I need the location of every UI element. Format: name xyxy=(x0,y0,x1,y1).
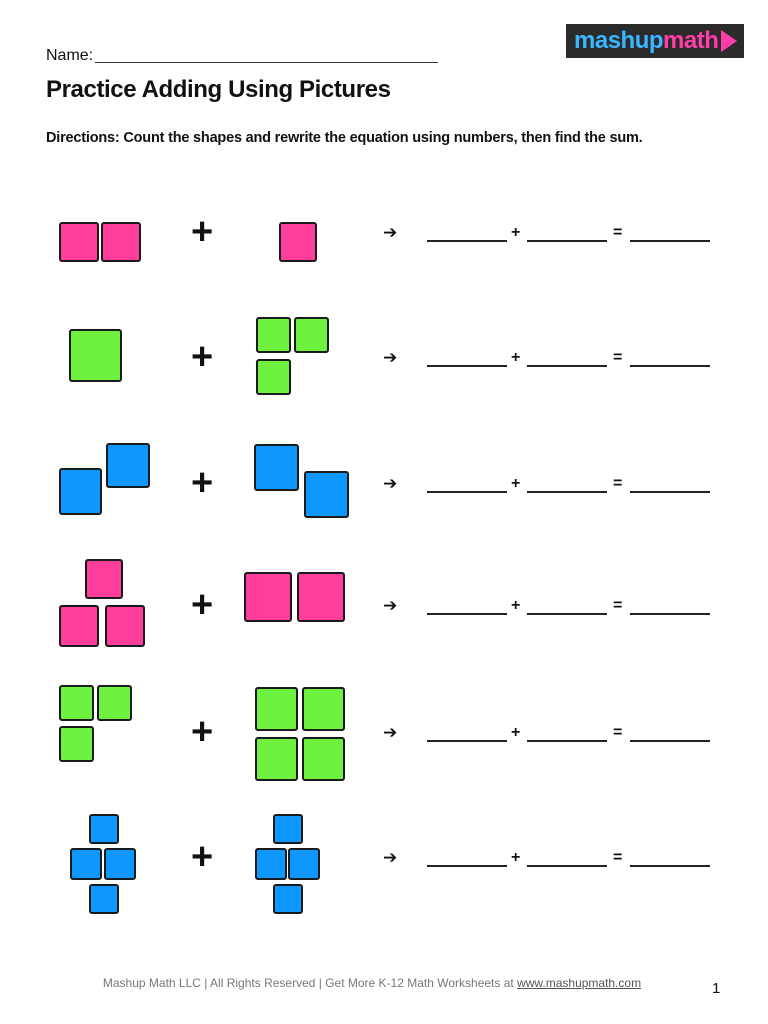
logo-text-mashup: mashup xyxy=(574,27,664,54)
plus-icon: + xyxy=(191,836,214,878)
square-shape xyxy=(106,443,150,488)
square-shape xyxy=(59,685,94,721)
arrow-right-icon: ➔ xyxy=(383,848,398,867)
square-shape xyxy=(302,687,345,731)
arrow-right-icon: ➔ xyxy=(383,474,398,493)
directions-text: Directions: Count the shapes and rewrite the equation using numbers, then find the sum. xyxy=(46,130,643,146)
equals-sign: = xyxy=(613,597,623,614)
footer-link[interactable]: www.mashupmath.com xyxy=(517,976,642,990)
plus-icon: + xyxy=(191,711,214,753)
square-shape xyxy=(59,468,102,515)
answer-blank[interactable] xyxy=(427,740,507,742)
logo-text-math: math xyxy=(663,27,719,54)
answer-blank[interactable] xyxy=(527,740,607,742)
plus-icon: + xyxy=(191,336,214,378)
answer-blank[interactable] xyxy=(527,613,607,615)
page-number: 1 xyxy=(712,980,721,997)
plus-icon: + xyxy=(191,584,214,626)
square-shape xyxy=(297,572,345,622)
equals-sign: = xyxy=(613,224,623,241)
sum-blank[interactable] xyxy=(630,491,710,493)
plus-sign: + xyxy=(511,349,521,366)
square-shape xyxy=(59,222,99,262)
equals-sign: = xyxy=(613,349,623,366)
sum-blank[interactable] xyxy=(630,240,710,242)
equals-sign: = xyxy=(613,849,623,866)
square-shape xyxy=(97,685,132,721)
equals-sign: = xyxy=(613,475,623,492)
square-shape xyxy=(256,317,291,353)
square-shape xyxy=(288,848,320,880)
plus-sign: + xyxy=(511,597,521,614)
sum-blank[interactable] xyxy=(630,365,710,367)
answer-blank[interactable] xyxy=(427,365,507,367)
answer-blank[interactable] xyxy=(527,491,607,493)
square-shape xyxy=(101,222,141,262)
sum-blank[interactable] xyxy=(630,613,710,615)
plus-icon: + xyxy=(191,462,214,504)
answer-blank[interactable] xyxy=(527,865,607,867)
name-label: Name: xyxy=(46,47,94,64)
square-shape xyxy=(256,359,291,395)
square-shape xyxy=(302,737,345,781)
square-shape xyxy=(104,848,136,880)
plus-sign: + xyxy=(511,724,521,741)
square-shape xyxy=(255,687,298,731)
square-shape xyxy=(255,737,298,781)
square-shape xyxy=(89,884,119,914)
square-shape xyxy=(294,317,329,353)
square-shape xyxy=(59,605,99,647)
plus-sign: + xyxy=(511,475,521,492)
arrow-right-icon: ➔ xyxy=(383,596,398,615)
arrow-right-icon: ➔ xyxy=(383,723,398,742)
footer-text: Mashup Math LLC | All Rights Reserved | Get More K-12 Math Worksheets at xyxy=(102,976,518,990)
square-shape xyxy=(70,848,102,880)
answer-blank[interactable] xyxy=(427,240,507,242)
square-shape xyxy=(255,848,287,880)
footer xyxy=(0,976,744,990)
square-shape xyxy=(279,222,317,262)
plus-icon: + xyxy=(191,211,214,253)
square-shape xyxy=(69,329,122,382)
plus-sign: + xyxy=(511,224,521,241)
square-shape xyxy=(59,726,94,762)
answer-blank[interactable] xyxy=(427,491,507,493)
sum-blank[interactable] xyxy=(630,865,710,867)
square-shape xyxy=(244,572,292,622)
plus-sign: + xyxy=(511,849,521,866)
page-title: Practice Adding Using Pictures xyxy=(46,76,391,103)
square-shape xyxy=(85,559,123,599)
name-blank-line xyxy=(95,62,438,63)
mashupmath-logo xyxy=(566,24,744,58)
sum-blank[interactable] xyxy=(630,740,710,742)
arrow-right-icon: ➔ xyxy=(383,348,398,367)
equals-sign: = xyxy=(613,724,623,741)
square-shape xyxy=(89,814,119,844)
square-shape xyxy=(105,605,145,647)
play-triangle-icon xyxy=(721,30,737,52)
answer-blank[interactable] xyxy=(527,240,607,242)
arrow-right-icon: ➔ xyxy=(383,223,398,242)
square-shape xyxy=(304,471,349,518)
square-shape xyxy=(273,884,303,914)
square-shape xyxy=(254,444,299,491)
square-shape xyxy=(273,814,303,844)
answer-blank[interactable] xyxy=(427,613,507,615)
answer-blank[interactable] xyxy=(527,365,607,367)
answer-blank[interactable] xyxy=(427,865,507,867)
